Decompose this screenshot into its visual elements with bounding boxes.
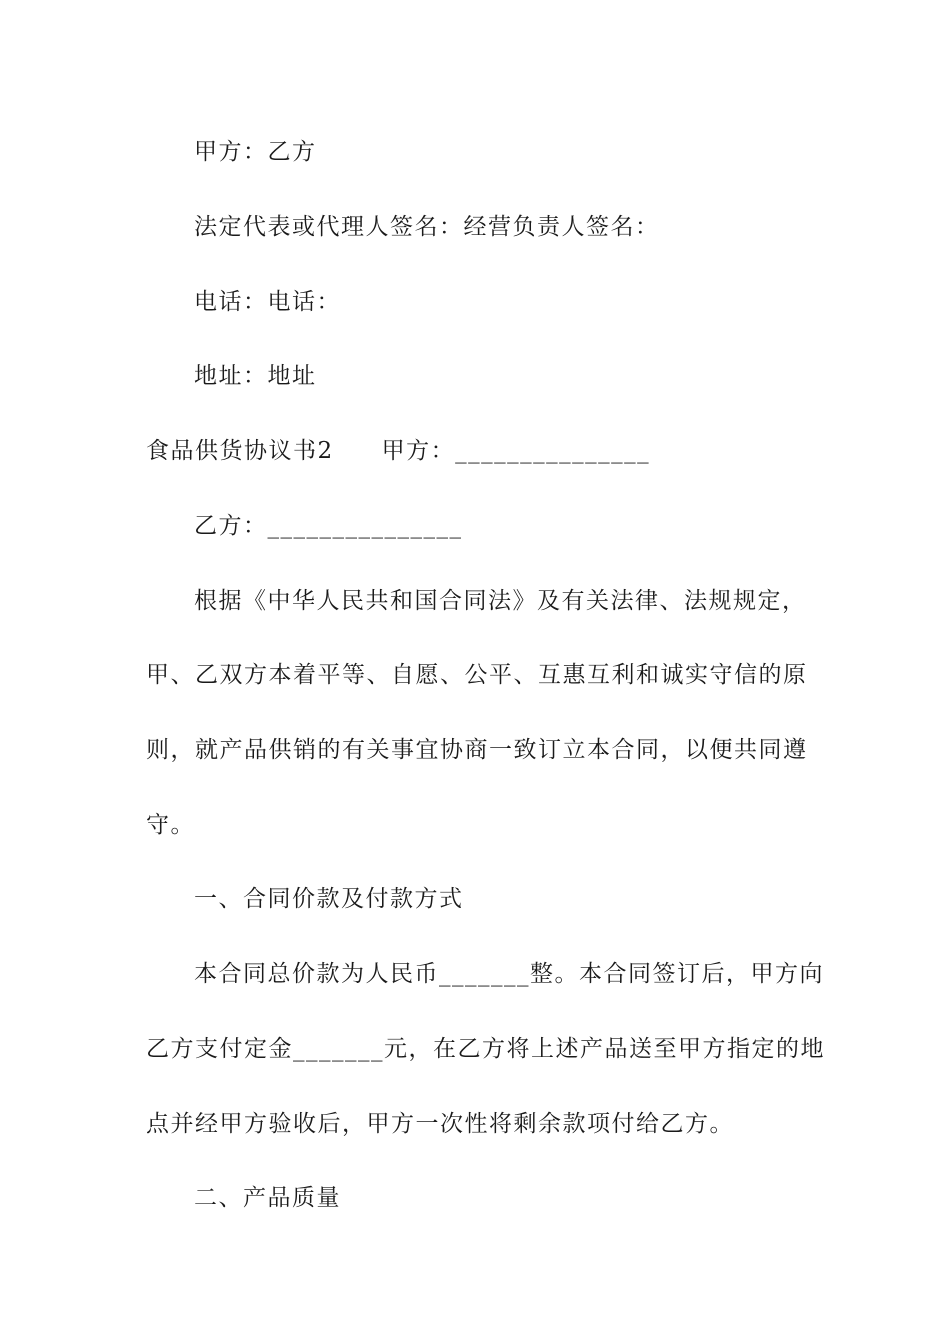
section-1-line-3: 点并经甲方验收后，甲方一次性将剩余款项付给乙方。 [146,1111,734,1137]
contract-title-line [146,436,816,466]
section-1-line-1: 本合同总价款为人民币_______整。本合同签订后，甲方向 [194,961,824,987]
section-1-heading: 一、合同价款及付款方式 [194,886,464,912]
signature-phone-line: 电话：电话： [194,289,341,315]
intro-line-3: 则，就产品供销的有关事宜协商一致订立本合同，以便共同遵 [146,737,808,763]
signature-party-line: 甲方：乙方 [194,139,317,165]
intro-line-1: 根据《中华人民共和国合同法》及有关法律、法规规定， [194,588,807,614]
contract-title: 食品供货协议书2 [146,438,334,464]
party-a-field: 甲方：_______________ [381,438,651,464]
signature-address-line: 地址：地址 [194,363,317,389]
section-2-heading: 二、产品质量 [194,1185,341,1211]
intro-line-4: 守。 [146,812,195,838]
signature-name-line: 法定代表或代理人签名：经营负责人签名： [194,214,660,240]
party-b-field: 乙方：_______________ [194,513,463,539]
section-1-line-2: 乙方支付定金_______元，在乙方将上述产品送至甲方指定的地 [146,1036,825,1062]
intro-line-2: 甲、乙双方本着平等、自愿、公平、互惠互利和诚实守信的原 [146,662,808,688]
